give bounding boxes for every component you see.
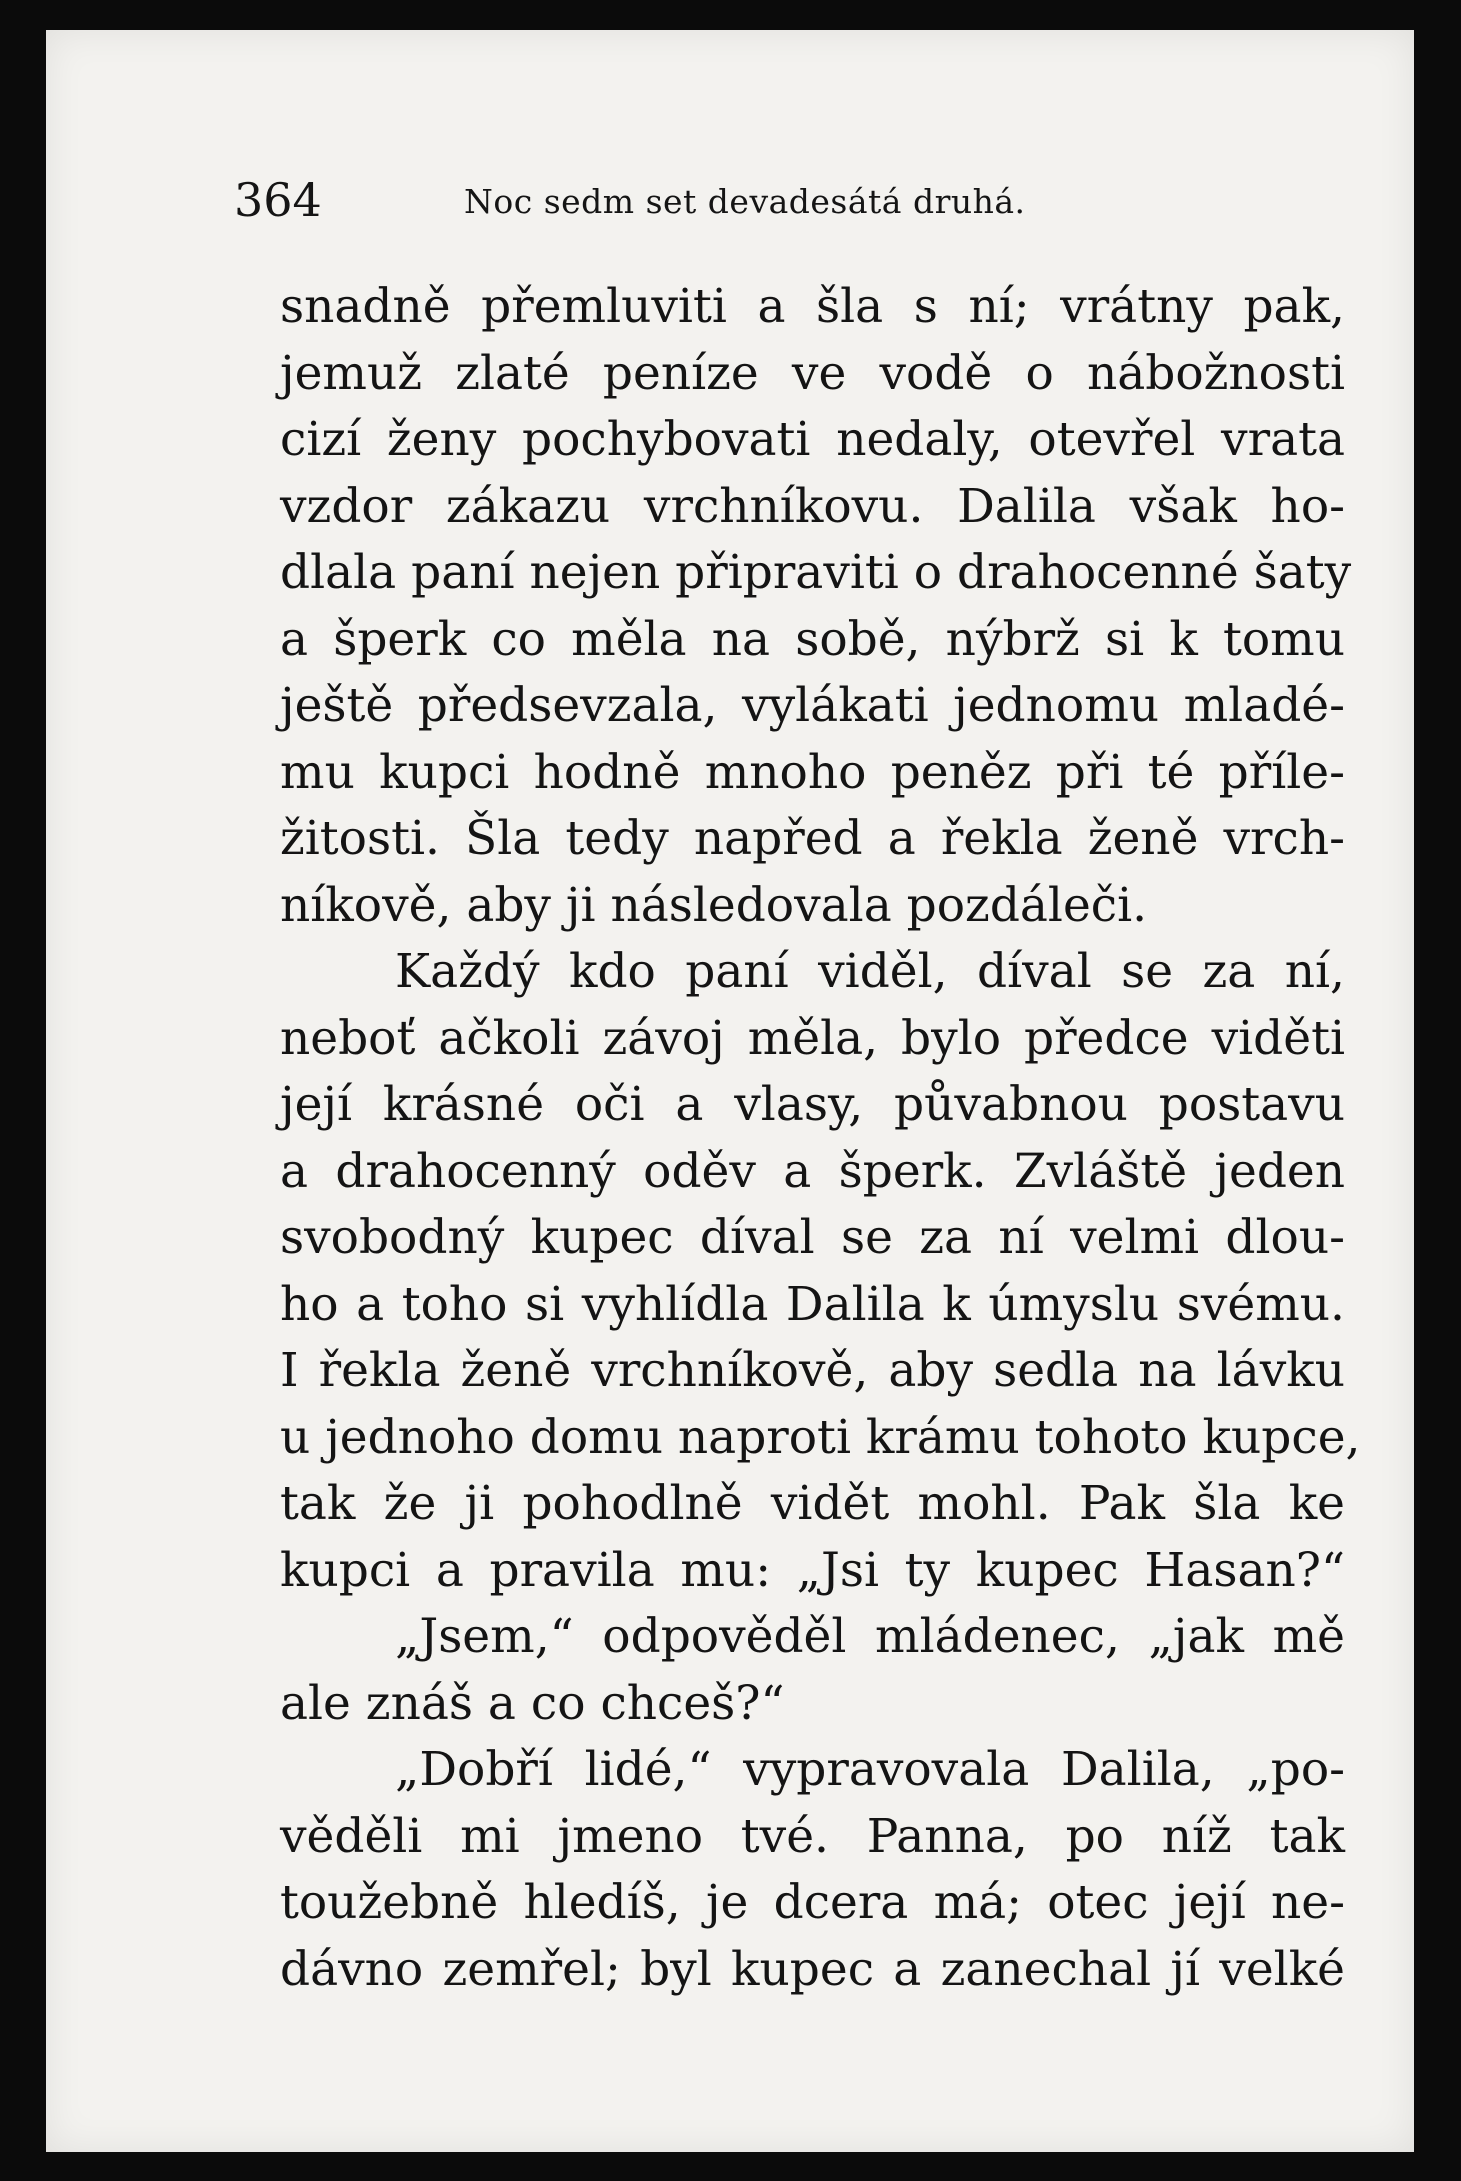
text-line: a šperk co měla na sobě, nýbrž si k tomu: [280, 611, 1345, 667]
body-text: [280, 274, 1361, 2003]
text-line: vzdor zákazu vrchníkovu. Dalila však ho-: [280, 478, 1345, 534]
page-number: 364: [234, 173, 322, 227]
text-line: I řekla ženě vrchníkově, aby sedla na lávku: [280, 1343, 1345, 1398]
text-line: neboť ačkoli závoj měla, bylo předce viděti: [280, 1010, 1345, 1066]
text-line: dlala paní nejen připraviti o drahocenné šaty: [280, 545, 1352, 600]
text-line: ještě předsevzala, vylákati jednomu mladé-: [280, 678, 1345, 733]
text-line: svobodný kupec díval se za ní velmi dlou-: [280, 1210, 1345, 1265]
text-line: „Dobří lidé,“ vypravovala Dalila, „po-: [395, 1742, 1345, 1797]
text-line: mu kupci hodně mnoho peněz při té příle-: [280, 744, 1345, 800]
text-line: Každý kdo paní viděl, díval se za ní,: [395, 944, 1345, 999]
text-line: žitosti. Šla tedy napřed a řekla ženě vrch-: [280, 811, 1345, 866]
text-line: kupci a pravila mu: „Jsi ty kupec Hasan?“: [280, 1542, 1345, 1598]
text-line: níkově, aby ji následovala pozdáleči.: [280, 877, 1148, 933]
text-line: snadně přemluviti a šla s ní; vrátny pak,: [280, 279, 1345, 334]
text-line: toužebně hledíš, je dcera má; otec její ne-: [280, 1875, 1345, 1930]
text-line: tak že ji pohodlně vidět mohl. Pak šla ke: [280, 1476, 1345, 1531]
text-line: jemuž zlaté peníze ve vodě o nábožnosti: [280, 345, 1345, 401]
text-line: dávno zemřel; byl kupec a zanechal jí velké: [280, 1941, 1345, 1997]
text-line: ho a toho si vyhlídla Dalila k úmyslu svému.: [280, 1276, 1345, 1332]
running-title: Noc sedm set devadesátá druhá.: [464, 182, 1026, 221]
text-line: ale znáš a co chceš?“: [280, 1675, 785, 1731]
text-line: cizí ženy pochybovati nedaly, otevřel vrata: [280, 412, 1345, 467]
text-line: věděli mi jmeno tvé. Panna, po níž tak: [280, 1808, 1345, 1864]
text-line: „Jsem,“ odpověděl mládenec, „jak mě: [395, 1609, 1345, 1664]
running-head: [234, 168, 1234, 232]
text-line: a drahocenný oděv a šperk. Zvláště jeden: [280, 1143, 1345, 1199]
text-line: její krásné oči a vlasy, půvabnou postavu: [280, 1077, 1345, 1132]
text-line: u jednoho domu naproti krámu tohoto kupce,: [280, 1409, 1361, 1465]
